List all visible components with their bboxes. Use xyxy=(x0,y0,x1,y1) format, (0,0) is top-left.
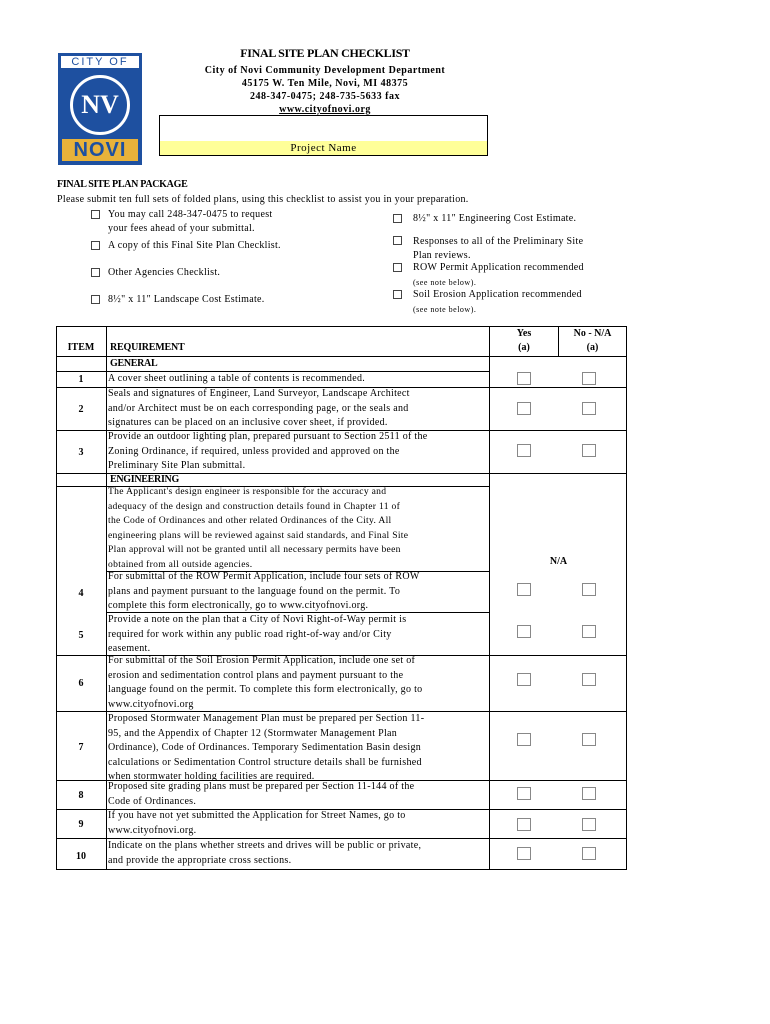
requirement-9-line: www.cityofnovi.org. xyxy=(108,824,197,836)
right-item-2-line1: Responses to all of the Preliminary Site xyxy=(413,236,584,247)
left-item-1-line1: You may call 248-347-0475 to request xyxy=(108,209,273,220)
department-address: 45175 W. Ten Mile, Novi, MI 48375 xyxy=(241,78,409,89)
right-item-3-note: (see note below). xyxy=(413,278,477,287)
engineering-na-label: N/A xyxy=(549,556,568,567)
requirement-3-line: Zoning Ordinance, if required, unless provided and approved on the xyxy=(108,445,400,457)
logo-city-of-text: CITY OF xyxy=(58,53,142,71)
requirement-10-line: Indicate on the plans whether streets and drives will be public or private, xyxy=(108,840,422,851)
left-item-2: A copy of this Final Site Plan Checklist. xyxy=(108,240,281,251)
other-agencies-checkbox[interactable] xyxy=(91,268,100,277)
requirement-9 xyxy=(108,809,406,838)
right-item-4: Soil Erosion Application recommended xyxy=(413,289,582,300)
requirement-10 xyxy=(108,839,421,868)
requirement-4-line: For submittal of the ROW Permit Application, include four sets of ROW xyxy=(108,571,420,582)
item-number: 9 xyxy=(78,819,84,830)
requirement-3 xyxy=(108,430,428,474)
department-name: City of Novi Community Development Department xyxy=(204,65,446,76)
requirement-7-line: calculations or Sedimentation Control structure details shall be furnished xyxy=(108,756,422,768)
requirement-7-line: when stormwater holding facilities are required. xyxy=(108,771,315,780)
responses-checkbox[interactable] xyxy=(393,236,402,245)
right-item-2-line2: Plan reviews. xyxy=(413,250,471,261)
requirement-9-line: If you have not yet submitted the Application for Street Names, go to xyxy=(108,810,406,821)
project-name-box xyxy=(159,115,488,156)
requirement-10-line: and provide the appropriate cross sections. xyxy=(108,854,292,866)
no-checkbox[interactable] xyxy=(582,847,596,860)
landscape-estimate-checkbox[interactable] xyxy=(91,295,100,304)
yes-checkbox[interactable] xyxy=(517,372,531,385)
no-checkbox[interactable] xyxy=(582,372,596,385)
left-item-1-line2: your fees ahead of your submittal. xyxy=(108,223,255,234)
requirement-4-line: plans and payment pursuant to the language found on the permit. To xyxy=(108,585,401,597)
item-number: 6 xyxy=(78,678,84,689)
requirement-2 xyxy=(108,387,410,431)
package-heading: FINAL SITE PLAN PACKAGE xyxy=(57,179,188,190)
requirement-7-line: Proposed Stormwater Management Plan must be prepared per Section 11- xyxy=(108,713,425,724)
no-checkbox[interactable] xyxy=(582,733,596,746)
item-number: 3 xyxy=(78,447,84,458)
engineering-intro-line: engineering plans will be reviewed against said standards, and Final Site xyxy=(108,529,409,541)
engineering-intro-line: adequacy of the design and construction details found in Chapter 11 of xyxy=(108,500,401,512)
engineering-intro-line: Plan approval will not be granted until all necessary permits have been xyxy=(108,544,401,555)
requirement-5 xyxy=(108,613,406,657)
city-of-novi-logo xyxy=(58,53,142,165)
item-number: 4 xyxy=(78,588,84,599)
col-header-requirement: REQUIREMENT xyxy=(110,342,185,353)
requirement-8-line: Proposed site grading plans must be prepared per Section 11-144 of the xyxy=(108,781,415,792)
requirement-8 xyxy=(108,780,414,809)
department-website-link[interactable]: www.cityofnovi.org xyxy=(279,104,371,115)
requirement-6-line: erosion and sedimentation control plans and payment pursuant to the xyxy=(108,669,404,681)
yes-checkbox[interactable] xyxy=(517,733,531,746)
package-intro: Please submit ten full sets of folded plans, using this checklist to assist you in your preparation. xyxy=(57,194,469,205)
left-item-3: Other Agencies Checklist. xyxy=(108,267,221,278)
requirement-3-line: Provide an outdoor lighting plan, prepared pursuant to Section 2511 of the xyxy=(108,431,428,442)
no-checkbox[interactable] xyxy=(582,818,596,831)
requirement-6-line: language found on the permit. To complete this form electronically, go to xyxy=(108,684,423,695)
section-general: GENERAL xyxy=(110,358,158,369)
no-checkbox[interactable] xyxy=(582,625,596,638)
fees-checkbox[interactable] xyxy=(91,210,100,219)
checklist-copy-checkbox[interactable] xyxy=(91,241,100,250)
requirement-7-line: 95, and the Appendix of Chapter 12 (Stormwater Management Plan xyxy=(108,727,398,739)
requirement-6-line: www.cityofnovi.org xyxy=(108,698,194,710)
requirement-8-line: Code of Ordinances. xyxy=(108,795,197,807)
requirement-5-line: easement. xyxy=(108,643,151,654)
item-number: 10 xyxy=(76,851,86,862)
col-header-yes: Yes xyxy=(516,328,532,339)
no-checkbox[interactable] xyxy=(582,787,596,800)
yes-checkbox[interactable] xyxy=(517,847,531,860)
yes-checkbox[interactable] xyxy=(517,787,531,800)
item-number: 8 xyxy=(78,790,84,801)
col-header-no-sub: (a) xyxy=(586,342,599,353)
section-engineering: ENGINEERING xyxy=(110,474,179,485)
right-item-2 xyxy=(413,235,583,263)
requirement-2-line: Seals and signatures of Engineer, Land Surveyor, Landscape Architect xyxy=(108,388,410,399)
requirement-4 xyxy=(108,570,420,614)
requirement-5-line: required for work within any public road right-of-way and/or City xyxy=(108,628,392,640)
left-item-4: 8½" x 11" Landscape Cost Estimate. xyxy=(108,294,265,305)
right-item-4-note: (see note below). xyxy=(413,305,477,314)
no-checkbox[interactable] xyxy=(582,673,596,686)
requirement-3-line: Preliminary Site Plan submittal. xyxy=(108,460,246,471)
requirement-2-line: and/or Architect must be on each corresponding page, or the seals and xyxy=(108,402,409,414)
item-number: 7 xyxy=(78,742,84,753)
yes-checkbox[interactable] xyxy=(517,444,531,457)
row-permit-checkbox[interactable] xyxy=(393,263,402,272)
soil-erosion-checkbox[interactable] xyxy=(393,290,402,299)
no-checkbox[interactable] xyxy=(582,402,596,415)
engineering-intro-line: obtained from all outside agencies. xyxy=(108,558,253,570)
requirement-6 xyxy=(108,654,422,712)
logo-wheel-icon: NV xyxy=(70,75,130,135)
item-number: 1 xyxy=(78,374,84,385)
requirement-7 xyxy=(108,712,424,780)
yes-checkbox[interactable] xyxy=(517,402,531,415)
right-item-3: ROW Permit Application recommended xyxy=(413,262,584,273)
requirement-7-line: Ordinance), Code of Ordinances. Temporary Sedimentation Basin design xyxy=(108,742,422,753)
yes-checkbox[interactable] xyxy=(517,625,531,638)
yes-checkbox[interactable] xyxy=(517,818,531,831)
engineering-intro xyxy=(108,485,408,572)
engineering-intro-line: the Code of Ordinances and other related Ordinances of the City. All xyxy=(108,515,392,526)
requirement-1-line: A cover sheet outlining a table of contents is recommended. xyxy=(108,373,366,384)
yes-checkbox[interactable] xyxy=(517,673,531,686)
item-number: 5 xyxy=(78,630,84,641)
engineering-intro-line: The Applicant's design engineer is responsible for the accuracy and xyxy=(108,486,387,497)
requirement-5-line: Provide a note on the plan that a City of Novi Right-of-Way permit is xyxy=(108,614,407,625)
department-phone: 248-347-0475; 248-735-5633 fax xyxy=(250,91,400,102)
no-checkbox[interactable] xyxy=(582,583,596,596)
requirement-4-line: complete this form electronically, go to www.cityofnovi.org. xyxy=(108,600,369,611)
engineering-estimate-checkbox[interactable] xyxy=(393,214,402,223)
project-name-label: Project Name xyxy=(160,141,487,155)
col-header-yes-sub: (a) xyxy=(518,342,530,353)
requirement-2-line: signatures can be placed on an inclusive cover sheet, if provided. xyxy=(108,417,388,428)
yes-checkbox[interactable] xyxy=(517,583,531,596)
col-header-item: ITEM xyxy=(67,342,95,353)
logo-novi-text: NOVI xyxy=(62,139,138,161)
no-checkbox[interactable] xyxy=(582,444,596,457)
item-number: 2 xyxy=(78,404,84,415)
left-item-1 xyxy=(108,208,273,236)
page-title: FINAL SITE PLAN CHECKLIST xyxy=(240,46,410,60)
project-name-input[interactable] xyxy=(162,118,484,140)
requirement-6-line: For submittal of the Soil Erosion Permit Application, include one set of xyxy=(108,655,416,666)
right-item-1: 8½" x 11" Engineering Cost Estimate. xyxy=(413,213,577,224)
requirement-1 xyxy=(108,372,365,387)
col-header-no: No - N/A xyxy=(573,328,612,339)
